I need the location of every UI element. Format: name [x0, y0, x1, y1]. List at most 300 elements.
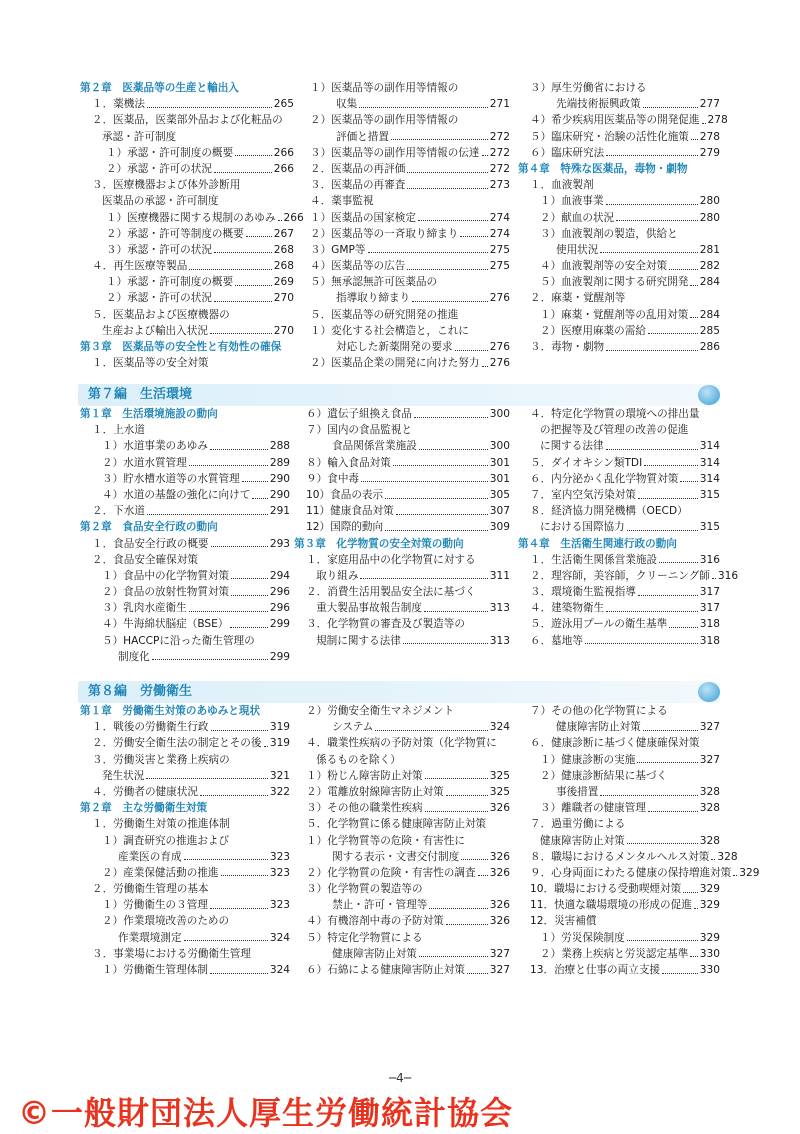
- page-ref: 275: [489, 260, 510, 273]
- entry-title: ４．薬事監視: [310, 195, 374, 208]
- entry-title: 係るものを除く）: [316, 753, 401, 766]
- blue-ball-icon: [698, 385, 720, 405]
- page-ref: 315: [699, 488, 720, 501]
- leader-dots: [461, 859, 488, 860]
- leader-dots: [211, 730, 268, 731]
- toc-entry: [518, 129, 720, 145]
- leader-dots: [235, 285, 272, 286]
- toc-entry: [298, 323, 510, 339]
- toc-entry: [80, 584, 290, 600]
- entry-title: ３）離職者の健康管理: [540, 802, 646, 815]
- page-ref: 269: [273, 276, 294, 289]
- leader-dots: [230, 627, 267, 628]
- entry-title: 第３章 化学物質の安全対策の動向: [294, 537, 464, 550]
- toc-entry: [298, 339, 510, 355]
- leader-dots: [278, 220, 282, 221]
- page-ref: 329: [699, 883, 720, 896]
- entry-title: ２）労働安全衛生マネジメント: [306, 705, 455, 717]
- toc-entry: [80, 112, 294, 128]
- toc-entry: [80, 881, 290, 897]
- leader-dots: [606, 204, 698, 205]
- toc-column-1: [80, 703, 290, 978]
- entry-title: ７．室内空気汚染対策: [530, 488, 636, 501]
- toc-entry: [518, 242, 720, 258]
- leader-dots: [146, 778, 267, 779]
- leader-dots: [733, 875, 737, 876]
- toc-entry: [518, 552, 720, 568]
- page-ref: 328: [717, 850, 738, 863]
- entry-title: 生産および輸出入状況: [102, 324, 208, 337]
- toc-entry: [80, 833, 290, 849]
- toc-entry: [518, 616, 720, 632]
- page-ref: 301: [489, 456, 510, 469]
- entry-title: ６．内分泌かく乱化学物質対策: [530, 472, 679, 485]
- entry-title: １）医薬品の国家検定: [310, 211, 416, 224]
- toc-entry: [298, 210, 510, 226]
- toc-column-1: [80, 80, 304, 371]
- toc-entry: [294, 422, 510, 438]
- toc-entry: [80, 242, 294, 258]
- leader-dots: [385, 498, 488, 499]
- leader-dots: [412, 301, 488, 302]
- leader-dots: [147, 107, 272, 108]
- toc-entry: [294, 519, 510, 535]
- entry-title: ２）化学物質の危険・有害性の調査: [306, 866, 476, 879]
- entry-title: ３．化学物質の審査及び製造等の: [306, 618, 465, 631]
- leader-dots: [375, 730, 487, 731]
- toc-entry: [518, 584, 720, 600]
- entry-title: ３）承認・許可の状況: [106, 243, 212, 256]
- entry-title: ２．消費生活用製品安全法に基づく: [306, 586, 476, 599]
- page-ref: 323: [269, 850, 291, 863]
- page-ref: 274: [489, 227, 510, 240]
- toc-entry: [298, 355, 510, 371]
- toc-entry: [294, 455, 510, 471]
- page-ref: 305: [489, 488, 510, 501]
- entry-title: 作業環境測定: [118, 931, 182, 944]
- toc-entry: [518, 519, 720, 535]
- page-ref: 290: [269, 472, 291, 485]
- part-title: 第８編 労働衛生: [88, 684, 193, 699]
- leader-dots: [210, 449, 268, 450]
- page-ref: 327: [489, 964, 510, 976]
- entry-title: ３）医薬品等の副作用等情報の伝達: [310, 146, 480, 159]
- entry-title: ２）産業保健活動の推進: [102, 866, 219, 879]
- page-ref: 296: [269, 586, 291, 599]
- entry-title: ５）血液製剤に関する研究開発: [540, 276, 689, 289]
- page-ref: 272: [489, 130, 510, 143]
- toc-entry: [80, 503, 290, 519]
- page-ref: 300: [489, 408, 510, 420]
- page-ref: 314: [699, 456, 720, 469]
- entry-title: ６．健康診断に基づく健康確保対策: [530, 737, 700, 750]
- toc-entry: [518, 719, 720, 735]
- entry-title: 10）食品の表示: [306, 488, 384, 501]
- page-ref: 317: [699, 602, 720, 615]
- entry-title: ２．医薬品，医薬部外品および化粧品の: [92, 114, 283, 127]
- toc-column-2: [294, 406, 510, 665]
- entry-title: ４．労働者の健康状況: [92, 785, 198, 798]
- leader-dots: [606, 449, 698, 450]
- leader-dots: [189, 611, 268, 612]
- page-ref: 272: [489, 146, 510, 159]
- leader-dots: [600, 795, 697, 796]
- leader-dots: [691, 139, 698, 140]
- toc-entry: [80, 226, 294, 242]
- toc-entry: [518, 568, 739, 584]
- toc-entry: [298, 112, 510, 128]
- entry-title: に関する法律: [540, 440, 604, 453]
- toc-entry: [80, 616, 290, 632]
- entry-title: １）医療機器に関する規制のあゆみ: [106, 211, 276, 224]
- entry-title: ２）承認・許可の状況: [106, 162, 212, 175]
- entry-title: ２）水道水質管理: [102, 456, 187, 469]
- page-ref: 278: [707, 114, 728, 127]
- toc-entry: [518, 438, 720, 454]
- toc-entry: [80, 865, 290, 881]
- entry-title: １．上水道: [92, 424, 145, 437]
- leader-dots: [627, 940, 698, 941]
- entry-title: ５．医薬品等の研究開発の推進: [310, 308, 459, 321]
- entry-title: １）変化する社会構造と，これに: [310, 324, 469, 337]
- toc-entry: [294, 503, 510, 519]
- entry-title: ４）血液製剤等の安全対策: [540, 260, 668, 273]
- page-ref: 285: [699, 324, 720, 337]
- leader-dots: [648, 333, 698, 334]
- toc-entry: [294, 552, 510, 568]
- toc-entry: [518, 833, 720, 849]
- toc-entry: [294, 800, 510, 816]
- page-ref: 266: [283, 211, 304, 224]
- leader-dots: [403, 643, 488, 644]
- entry-title: ５．化学物質に係る健康障害防止対策: [306, 818, 487, 831]
- toc-entry: [80, 307, 294, 323]
- page-ref: 323: [269, 899, 291, 912]
- toc-entry: [298, 290, 510, 306]
- page-ref: 330: [699, 947, 720, 960]
- page-ref: 324: [269, 964, 291, 976]
- leader-dots: [425, 778, 488, 779]
- page-ref: 276: [489, 357, 510, 370]
- toc-entry: [80, 568, 290, 584]
- toc-entry: [80, 487, 290, 503]
- toc-entry: [80, 323, 294, 339]
- entry-title: １．薬機法: [92, 98, 145, 111]
- leader-dots: [360, 578, 487, 579]
- leader-dots: [231, 578, 268, 579]
- toc-entry: [80, 161, 294, 177]
- entry-title: ４）牛海綿状脳症（BSE）: [102, 618, 229, 631]
- entry-title: ６）臨床研究法: [530, 146, 605, 159]
- leader-dots: [482, 366, 488, 367]
- entry-title: ３．毒物・劇物: [530, 341, 605, 353]
- leader-dots: [711, 859, 715, 860]
- toc-block-part7: [80, 406, 739, 665]
- leader-dots: [385, 530, 488, 531]
- toc-entry: [80, 930, 290, 946]
- toc-entry: [298, 161, 510, 177]
- toc-entry: [518, 112, 728, 128]
- entry-title: ２）食品の放射性物質対策: [102, 586, 230, 599]
- entry-title: ２）業務上疾病と労災認定基準: [540, 947, 689, 960]
- page-ref: 326: [489, 802, 510, 815]
- page-ref: 293: [269, 537, 291, 550]
- entry-title: １．家庭用品中の化学物質に対する: [306, 553, 476, 566]
- part-title: 第７編 生活環境: [88, 387, 193, 402]
- toc-entry: [518, 849, 738, 865]
- toc-entry: [518, 290, 720, 306]
- page-ref: 288: [269, 440, 291, 453]
- entry-title: 13．治療と仕事の両立支援: [530, 964, 661, 976]
- toc-entry: [518, 865, 760, 881]
- toc-entry: [80, 962, 290, 978]
- page-ref: 299: [269, 618, 291, 631]
- page-ref: 319: [269, 737, 291, 750]
- page-ref: 266: [273, 146, 294, 159]
- toc-entry: [518, 274, 720, 290]
- entry-title: 10．職場における受動喫煙対策: [530, 883, 682, 896]
- blue-ball-icon: [698, 682, 720, 702]
- leader-dots: [200, 795, 268, 796]
- entry-title: 収集: [336, 98, 358, 111]
- entry-title: 第４章 特殊な医薬品，毒物・劇物: [518, 162, 688, 175]
- page-ref: 276: [489, 341, 510, 353]
- leader-dots: [616, 220, 698, 221]
- page-ref: 328: [699, 785, 720, 798]
- page-ref: 284: [699, 276, 720, 289]
- leader-dots: [147, 514, 268, 515]
- toc-entry: [80, 290, 294, 306]
- entry-title: １）労働衛生管理体制: [102, 964, 208, 976]
- toc-entry: [294, 719, 510, 735]
- leader-dots: [446, 795, 488, 796]
- leader-dots: [680, 481, 697, 482]
- toc-entry: [80, 274, 294, 290]
- leader-dots: [152, 659, 268, 660]
- entry-title: 禁止・許可・管理等: [332, 899, 428, 912]
- entry-title: ２）献血の状況: [540, 211, 615, 224]
- leader-dots: [419, 956, 488, 957]
- page-ref: 326: [489, 850, 510, 863]
- toc-entry: [298, 307, 510, 323]
- page-ref: 316: [717, 569, 739, 582]
- leader-dots: [425, 811, 488, 812]
- entry-title: ３．環境衛生監視指導: [530, 586, 636, 599]
- toc-entry: [80, 438, 290, 454]
- leader-dots: [662, 973, 698, 974]
- page-ref: 277: [699, 98, 720, 111]
- leader-dots: [644, 465, 698, 466]
- entry-title: ２．医薬品の再評価: [310, 162, 406, 175]
- entry-title: １）化学物質等の危険・有害性に: [306, 834, 465, 847]
- page-ref: 318: [699, 618, 720, 631]
- leader-dots: [231, 595, 268, 596]
- entry-title: １．生活衛生関係営業施設: [530, 553, 658, 566]
- toc-entry: [518, 455, 720, 471]
- toc-entry: [518, 784, 720, 800]
- entry-title: 対応した新薬開発の要求: [336, 341, 453, 353]
- toc-entry: [518, 897, 720, 913]
- page-ref: 281: [699, 243, 720, 256]
- entry-title: 使用状況: [556, 243, 599, 256]
- entry-title: 第１章 生活環境施設の動向: [80, 408, 218, 420]
- toc-entry: [294, 600, 510, 616]
- toc-entry: [80, 552, 290, 568]
- page-ref: 267: [273, 227, 294, 240]
- toc-entry: [294, 752, 510, 768]
- toc-entry: [294, 865, 510, 881]
- toc-entry: [294, 406, 510, 422]
- toc-entry: [80, 719, 290, 735]
- entry-title: １）麻薬・覚醒剤等の乱用対策: [540, 308, 689, 321]
- chapter-heading: [80, 800, 290, 816]
- entry-title: 12）国際的動向: [306, 521, 384, 534]
- toc-entry: [518, 633, 720, 649]
- toc-entry: [294, 962, 510, 978]
- page-ref: 313: [489, 634, 510, 647]
- entry-title: 産業医の育成: [118, 850, 182, 863]
- entry-title: 関する表示・文書交付制度: [332, 850, 460, 863]
- entry-title: 規制に関する法律: [316, 634, 401, 647]
- toc-entry: [298, 274, 510, 290]
- entry-title: １）水道事業のあゆみ: [102, 440, 208, 453]
- leader-dots: [242, 481, 268, 482]
- leader-dots: [606, 350, 698, 351]
- leader-dots: [446, 924, 488, 925]
- toc-entry: [518, 913, 720, 929]
- toc-entry: [80, 355, 294, 371]
- leader-dots: [214, 172, 272, 173]
- leader-dots: [669, 269, 698, 270]
- entry-title: １．血液製剤: [530, 179, 594, 192]
- entry-title: 第２章 食品安全行政の動向: [80, 521, 218, 534]
- entry-title: １）承認・許可制度の概要: [106, 276, 234, 289]
- chapter-heading: [80, 703, 290, 719]
- page-ref: 318: [699, 634, 720, 647]
- toc-entry: [298, 145, 510, 161]
- toc-entry: [518, 816, 720, 832]
- page-ref: 319: [269, 721, 291, 734]
- entry-title: １）調査研究の推進および: [102, 834, 230, 847]
- toc-column-2: [298, 80, 510, 371]
- entry-title: 評価と措置: [336, 130, 389, 143]
- page-ref: 329: [699, 899, 721, 912]
- toc-entry: [80, 768, 290, 784]
- toc-entry: [518, 735, 720, 751]
- page-ref: 271: [489, 98, 510, 111]
- leader-dots: [393, 465, 488, 466]
- entry-title: ８．経済協力開発機構（OECD）: [530, 505, 688, 518]
- toc-entry: [294, 568, 510, 584]
- page-ref: 275: [489, 243, 510, 256]
- entry-title: ７）その他の化学物質による: [530, 705, 668, 717]
- entry-title: ４）水道の基盤の強化に向けて: [102, 488, 251, 501]
- leader-dots: [643, 107, 698, 108]
- leader-dots: [627, 530, 698, 531]
- leader-dots: [368, 252, 488, 253]
- toc-entry: [294, 930, 510, 946]
- leader-dots: [424, 611, 488, 612]
- page-ref: 289: [269, 456, 291, 469]
- leader-dots: [210, 908, 268, 909]
- leader-dots: [648, 811, 698, 812]
- entry-title: ２．麻薬・覚醒剤等: [530, 292, 626, 305]
- leader-dots: [419, 449, 488, 450]
- leader-dots: [189, 269, 271, 270]
- toc-entry: [298, 96, 510, 112]
- entry-title: ２．労働衛生管理の基本: [92, 883, 209, 896]
- leader-dots: [482, 155, 488, 156]
- toc-entry: [518, 752, 720, 768]
- toc-entry: [518, 307, 720, 323]
- toc-entry: [518, 80, 720, 96]
- entry-title: ２．労働安全衛生法の制定とその後: [92, 737, 262, 750]
- leader-dots: [600, 252, 697, 253]
- toc-entry: [518, 177, 720, 193]
- entry-title: ３）化学物質の製造等の: [306, 883, 423, 896]
- entry-title: １）健康診断の実施: [540, 753, 636, 766]
- entry-title: 健康障害防止対策: [540, 834, 625, 847]
- entry-title: 食品関係営業施設: [332, 440, 417, 453]
- page-ref: 274: [489, 211, 510, 224]
- toc-entry: [80, 752, 290, 768]
- leader-dots: [407, 269, 487, 270]
- entry-title: ６）石綿による健康障害防止対策: [306, 964, 465, 976]
- part-header-7: [78, 384, 720, 406]
- entry-title: ２．下水道: [92, 505, 145, 518]
- toc-entry: [294, 584, 510, 600]
- page-ref: 325: [489, 785, 510, 798]
- leader-dots: [214, 252, 272, 253]
- toc-entry: [518, 471, 720, 487]
- page-ref: 291: [269, 505, 291, 518]
- entry-title: 第１章 労働衛生対策のあゆみと現状: [80, 705, 261, 717]
- toc-entry: [518, 946, 720, 962]
- entry-title: ２）作業環境改善のための: [102, 915, 230, 928]
- page-ref: 265: [273, 98, 294, 111]
- entry-title: ２．理容師，美容師，クリーニング師: [530, 569, 710, 582]
- toc-entry: [518, 487, 720, 503]
- leader-dots: [638, 498, 698, 499]
- entry-title: 12．災害補償: [530, 915, 597, 928]
- toc-entry: [294, 784, 510, 800]
- toc-entry: [80, 897, 290, 913]
- entry-title: ４）有機溶剤中毒の予防対策: [306, 915, 444, 928]
- toc-entry: [294, 768, 510, 784]
- toc-entry: [518, 339, 720, 355]
- entry-title: ８．職場におけるメンタルヘルス対策: [530, 850, 710, 863]
- toc-entry: [518, 881, 720, 897]
- page-ref: 322: [269, 785, 291, 798]
- page-ref: 279: [699, 146, 720, 159]
- page-ref: 272: [489, 162, 510, 175]
- leader-dots: [246, 236, 272, 237]
- entry-title: 健康障害防止対策: [556, 721, 641, 734]
- leader-dots: [414, 417, 488, 418]
- toc-entry: [294, 438, 510, 454]
- leader-dots: [690, 285, 697, 286]
- entry-title: 先端技術振興政策: [556, 98, 641, 111]
- toc-entry: [298, 193, 510, 209]
- entry-title: 第４章 生活衛生関連行政の動向: [518, 537, 677, 550]
- page-ref: 294: [269, 569, 291, 582]
- toc-entry: [518, 96, 720, 112]
- entry-title: ４．再生医療等製品: [92, 260, 188, 273]
- page-ref: 280: [699, 211, 720, 224]
- toc-entry: [80, 145, 294, 161]
- entry-title: ３）GMP等: [310, 243, 366, 256]
- entry-title: ４．建築物衛生: [530, 602, 605, 615]
